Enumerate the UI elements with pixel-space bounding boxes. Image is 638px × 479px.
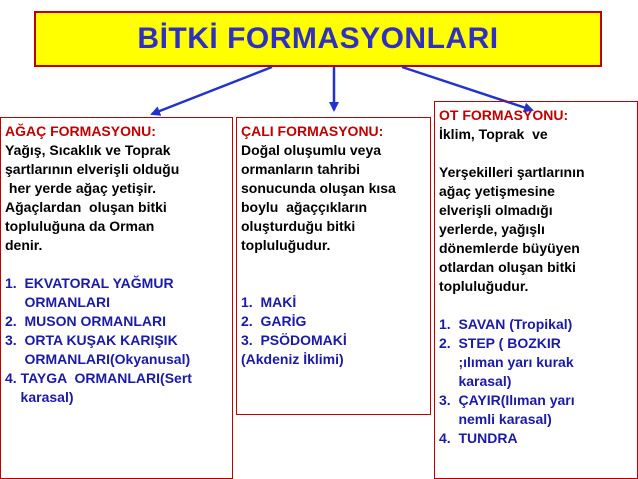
grass-list-item: 4. TUNDRA xyxy=(439,430,518,446)
shrub-desc-line: ormanların tahribi xyxy=(241,161,361,177)
shrub-desc-line: oluşturduğu bitki xyxy=(241,218,356,234)
grass-desc-line: Yerşekilleri şartlarının xyxy=(439,164,585,180)
grass-list-item: 3. ÇAYIR(Ilıman yarı xyxy=(439,392,575,408)
shrub-desc-line: boylu ağaççıkların xyxy=(241,199,368,215)
shrub-list-item: 1. MAKİ xyxy=(241,294,297,310)
grass-desc-line: İklim, Toprak ve xyxy=(439,126,548,142)
tree-desc-line: Ağaçlardan oluşan bitki xyxy=(5,199,167,215)
tree-desc-line: topluluğuna da Orman xyxy=(5,218,155,234)
tree-list-item: ORMANLARI(Okyanusal) xyxy=(5,351,191,367)
tree-desc-line: her yerde ağaç yetişir. xyxy=(5,180,156,196)
grass-desc-line: topluluğudur. xyxy=(439,278,529,294)
page-title: BİTKİ FORMASYONLARI xyxy=(137,22,499,55)
grass-desc-line: otlardan oluşan bitki xyxy=(439,259,576,275)
shrub-desc-line: Doğal oluşumlu veya xyxy=(241,142,382,158)
shrub-formation-box xyxy=(236,117,431,415)
grass-desc-line: ağaç yetişmesine xyxy=(439,183,555,199)
shrub-desc-line: sonucunda oluşan kısa xyxy=(241,180,396,196)
tree-list-item: 3. ORTA KUŞAK KARIŞIK xyxy=(5,332,178,348)
grass-desc-line: yerlerde, yağışlı xyxy=(439,221,545,237)
shrub-list-item: (Akdeniz İklimi) xyxy=(241,351,344,367)
tree-desc-line: denir. xyxy=(5,237,43,253)
shrub-desc-line: topluluğudur. xyxy=(241,237,331,253)
grass-list-item: ;ılıman yarı kurak xyxy=(439,354,574,370)
tree-formation-heading: AĞAÇ FORMASYONU: xyxy=(5,123,156,139)
grass-formation-box xyxy=(434,101,638,479)
tree-formation-box xyxy=(0,117,233,479)
shrub-list-item: 2. GARİG xyxy=(241,313,307,329)
tree-desc-line: şartlarının elverişli olduğu xyxy=(5,161,180,177)
shrub-formation-heading: ÇALI FORMASYONU: xyxy=(241,123,384,139)
grass-list-item: nemli karasal) xyxy=(439,411,552,427)
grass-list-item: 1. SAVAN (Tropikal) xyxy=(439,316,573,332)
tree-list-item: karasal) xyxy=(5,389,74,405)
grass-desc-line: elverişli olmadığı xyxy=(439,202,553,218)
grass-formation-heading: OT FORMASYONU: xyxy=(439,107,569,123)
arrow-to-tree xyxy=(152,67,272,114)
tree-desc-line: Yağış, Sıcaklık ve Toprak xyxy=(5,142,171,158)
tree-list-item: 4. TAYGA ORMANLARI(Sert xyxy=(5,370,192,386)
grass-desc-line: dönemlerde büyüyen xyxy=(439,240,580,256)
tree-list-item: 1. EKVATORAL YAĞMUR xyxy=(5,275,174,291)
tree-list-item: 2. MUSON ORMANLARI xyxy=(5,313,166,329)
shrub-list-item: 3. PSÖDOMAKİ xyxy=(241,332,347,348)
tree-list-item: ORMANLARI xyxy=(5,294,110,310)
grass-list-item: 2. STEP ( BOZKIR xyxy=(439,335,561,351)
grass-list-item: karasal) xyxy=(439,373,512,389)
